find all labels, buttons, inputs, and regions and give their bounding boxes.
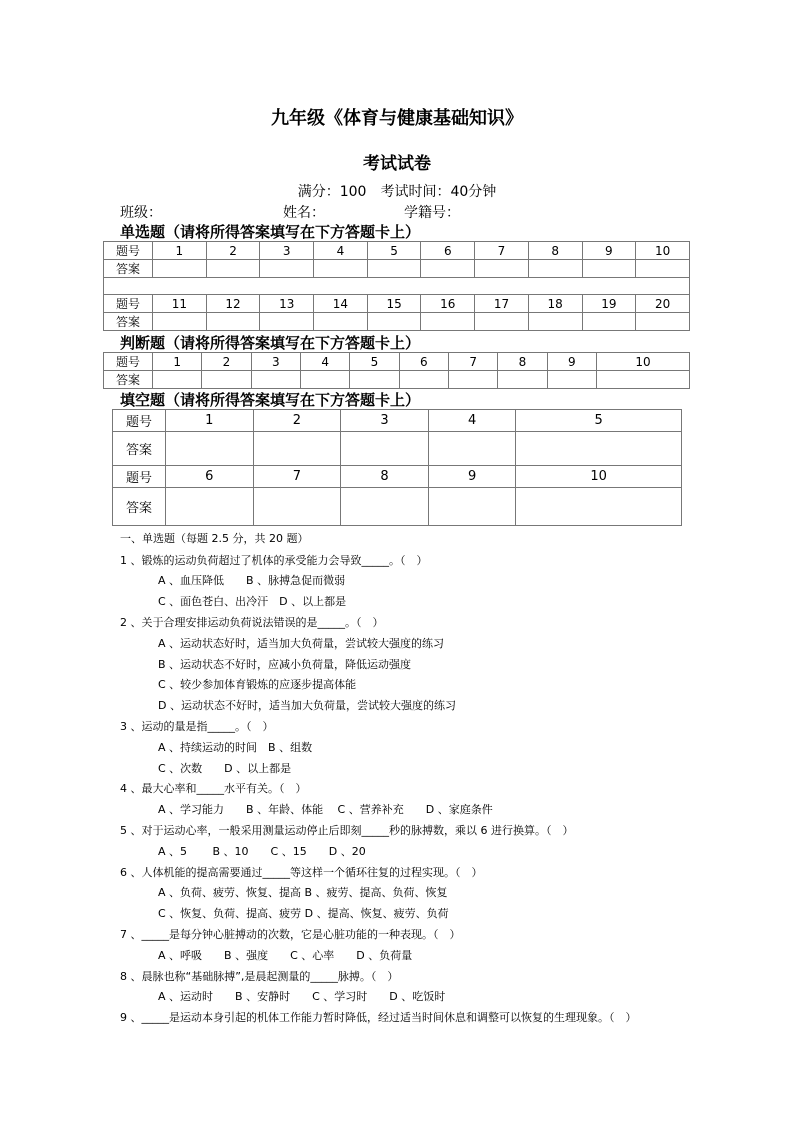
answer-row [113,432,682,466]
number-cell: 17 [475,295,529,313]
answer-row [104,313,690,331]
number-row [104,295,690,313]
answer-cell[interactable] [166,488,254,526]
class-field: 班级： [120,205,162,221]
number-label: 题号 [104,353,153,371]
question-2-options: D 、运动状态不好时，适当加大负荷量，尝试较大强度的练习 [158,699,456,712]
number-cell: 4 [314,242,368,260]
answer-cell[interactable] [253,432,341,466]
answer-cell[interactable] [421,313,475,331]
answer-cell[interactable] [341,488,429,526]
section-fill-blank: 填空题（请将所得答案填写在下方答题卡上） [120,391,421,409]
answer-row [113,488,682,526]
answer-cell[interactable] [153,313,207,331]
answer-cell[interactable] [367,313,421,331]
spacer-cell [104,278,690,295]
student-id-field: 学籍号： [404,205,460,221]
answer-cell[interactable] [202,371,251,389]
fill-blank-answer-table [112,409,682,526]
answer-cell[interactable] [206,313,260,331]
section-single-choice: 单选题（请将所得答案填写在下方答题卡上） [120,223,421,241]
answer-cell[interactable] [582,260,636,278]
number-cell: 3 [251,353,300,371]
question-3-options: C 、次数 D 、以上都是 [158,762,292,775]
number-cell: 6 [166,466,254,488]
number-cell: 8 [528,242,582,260]
number-cell: 4 [300,353,349,371]
answer-cell[interactable] [636,313,690,331]
number-cell: 2 [202,353,251,371]
number-cell: 11 [153,295,207,313]
number-cell: 18 [528,295,582,313]
answer-cell[interactable] [166,432,254,466]
answer-cell[interactable] [153,371,202,389]
number-cell: 7 [253,466,341,488]
number-cell: 9 [428,466,516,488]
answer-cell[interactable] [428,488,516,526]
number-label: 题号 [104,242,153,260]
number-cell: 6 [399,353,448,371]
answer-row [104,260,690,278]
number-cell: 2 [253,410,341,432]
question-1-options: A 、血压降低 B 、脉搏急促而微弱 [158,574,346,587]
answer-cell[interactable] [448,371,497,389]
question-4-options: A 、学习能力 B 、年龄、体能 C 、营养补充 D 、家庭条件 [158,803,493,816]
answer-cell[interactable] [475,260,529,278]
number-cell: 14 [314,295,368,313]
question-7-options: A 、呼吸 B 、强度 C 、心率 D 、负荷量 [158,949,413,962]
answer-cell[interactable] [251,371,300,389]
number-cell: 4 [428,410,516,432]
answer-cell[interactable] [498,371,547,389]
answer-cell[interactable] [516,432,682,466]
question-3-options: A 、持续运动的时间 B 、组数 [158,741,313,754]
question-6-options: A 、负荷、疲劳、恢复、提高 B 、疲劳、提高、负荷、恢复 [158,886,448,899]
number-cell: 10 [516,466,682,488]
judge-answer-table [103,352,690,389]
number-cell: 16 [421,295,475,313]
number-cell: 7 [475,242,529,260]
answer-cell[interactable] [206,260,260,278]
question-4: 4 、最大心率和_____水平有关。（ ） [120,782,307,795]
answer-cell[interactable] [528,313,582,331]
number-cell: 5 [516,410,682,432]
number-cell: 8 [498,353,547,371]
question-1: 1 、锻炼的运动负荷超过了机体的承受能力会导致_____。（ ） [120,554,428,567]
number-label: 题号 [113,466,166,488]
number-row [104,242,690,260]
answer-cell[interactable] [528,260,582,278]
number-cell: 13 [260,295,314,313]
answer-label: 答案 [104,313,153,331]
number-cell: 5 [350,353,399,371]
question-9: 9 、_____是运动本身引起的机体工作能力暂时降低，经过适当时间休息和调整可以恢复的生理现象。（ ） [120,1011,637,1024]
spacer-row [104,278,690,295]
number-cell: 6 [421,242,475,260]
number-label: 题号 [104,295,153,313]
answer-cell[interactable] [582,313,636,331]
answer-cell[interactable] [314,260,368,278]
question-7: 7 、_____是每分钟心脏搏动的次数，它是心脏功能的一种表现。（ ） [120,928,461,941]
answer-cell[interactable] [341,432,429,466]
answer-cell[interactable] [636,260,690,278]
single-choice-answer-table [103,241,690,331]
answer-cell[interactable] [260,260,314,278]
section-judge: 判断题（请将所得答案填写在下方答题卡上） [120,334,421,352]
answer-label: 答案 [113,488,166,526]
number-cell: 9 [582,242,636,260]
exam-meta: 满分：100 考试时间：40分钟 [297,184,497,200]
number-row [113,410,682,432]
number-cell: 15 [367,295,421,313]
answer-label: 答案 [113,432,166,466]
number-cell: 5 [367,242,421,260]
number-cell: 10 [596,353,689,371]
name-field: 姓名： [283,205,325,221]
number-label: 题号 [113,410,166,432]
question-5-options: A 、5 B 、10 C 、15 D 、20 [158,845,366,858]
answer-cell[interactable] [547,371,596,389]
answer-cell[interactable] [367,260,421,278]
answer-cell[interactable] [253,488,341,526]
answer-label: 答案 [104,260,153,278]
number-row [113,466,682,488]
question-2-options: C 、较少参加体育锻炼的应逐步提高体能 [158,678,357,691]
answer-row [104,371,690,389]
question-2-options: A 、运动状态好时，适当加大负荷量，尝试较大强度的练习 [158,637,445,650]
question-6-options: C 、恢复、负荷、提高、疲劳 D 、提高、恢复、疲劳、负荷 [158,907,449,920]
number-cell: 3 [260,242,314,260]
exam-title: 九年级《体育与健康基础知识》 [271,108,523,129]
question-2: 2 、关于合理安排运动负荷说法错误的是_____。（ ） [120,616,384,629]
question-2-options: B 、运动状态不好时，应减小负荷量，降低运动强度 [158,658,412,671]
answer-cell[interactable] [516,488,682,526]
answer-cell[interactable] [421,260,475,278]
answer-cell[interactable] [260,313,314,331]
answer-cell[interactable] [153,260,207,278]
number-cell: 8 [341,466,429,488]
answer-cell[interactable] [475,313,529,331]
question-1-options: C 、面色苍白、出冷汗 D 、以上都是 [158,595,347,608]
answer-cell[interactable] [596,371,689,389]
number-cell: 9 [547,353,596,371]
question-8-options: A 、运动时 B 、安静时 C 、学习时 D 、吃饭时 [158,990,446,1003]
number-cell: 7 [448,353,497,371]
number-cell: 10 [636,242,690,260]
question-6: 6 、人体机能的提高需要通过_____等这样一个循环往复的过程实现。（ ） [120,866,483,879]
number-cell: 3 [341,410,429,432]
answer-cell[interactable] [399,371,448,389]
question-3: 3 、运动的量是指_____。（ ） [120,720,274,733]
number-row [104,353,690,371]
question-5: 5 、对于运动心率，一般采用测量运动停止后即刻_____秒的脉搏数，乘以 6 进行换算。（ ） [120,824,574,837]
answer-cell[interactable] [428,432,516,466]
number-cell: 1 [153,242,207,260]
number-cell: 2 [206,242,260,260]
number-cell: 1 [166,410,254,432]
answer-cell[interactable] [350,371,399,389]
answer-cell[interactable] [314,313,368,331]
part-heading: 一、单选题（每题 2.5 分，共 20 题） [120,532,309,545]
answer-label: 答案 [104,371,153,389]
number-cell: 20 [636,295,690,313]
answer-cell[interactable] [300,371,349,389]
question-8: 8 、晨脉也称“基础脉搏”,是晨起测量的_____脉搏。（ ） [120,970,399,983]
number-cell: 1 [153,353,202,371]
number-cell: 19 [582,295,636,313]
exam-subtitle: 考试试卷 [363,154,431,174]
number-cell: 12 [206,295,260,313]
